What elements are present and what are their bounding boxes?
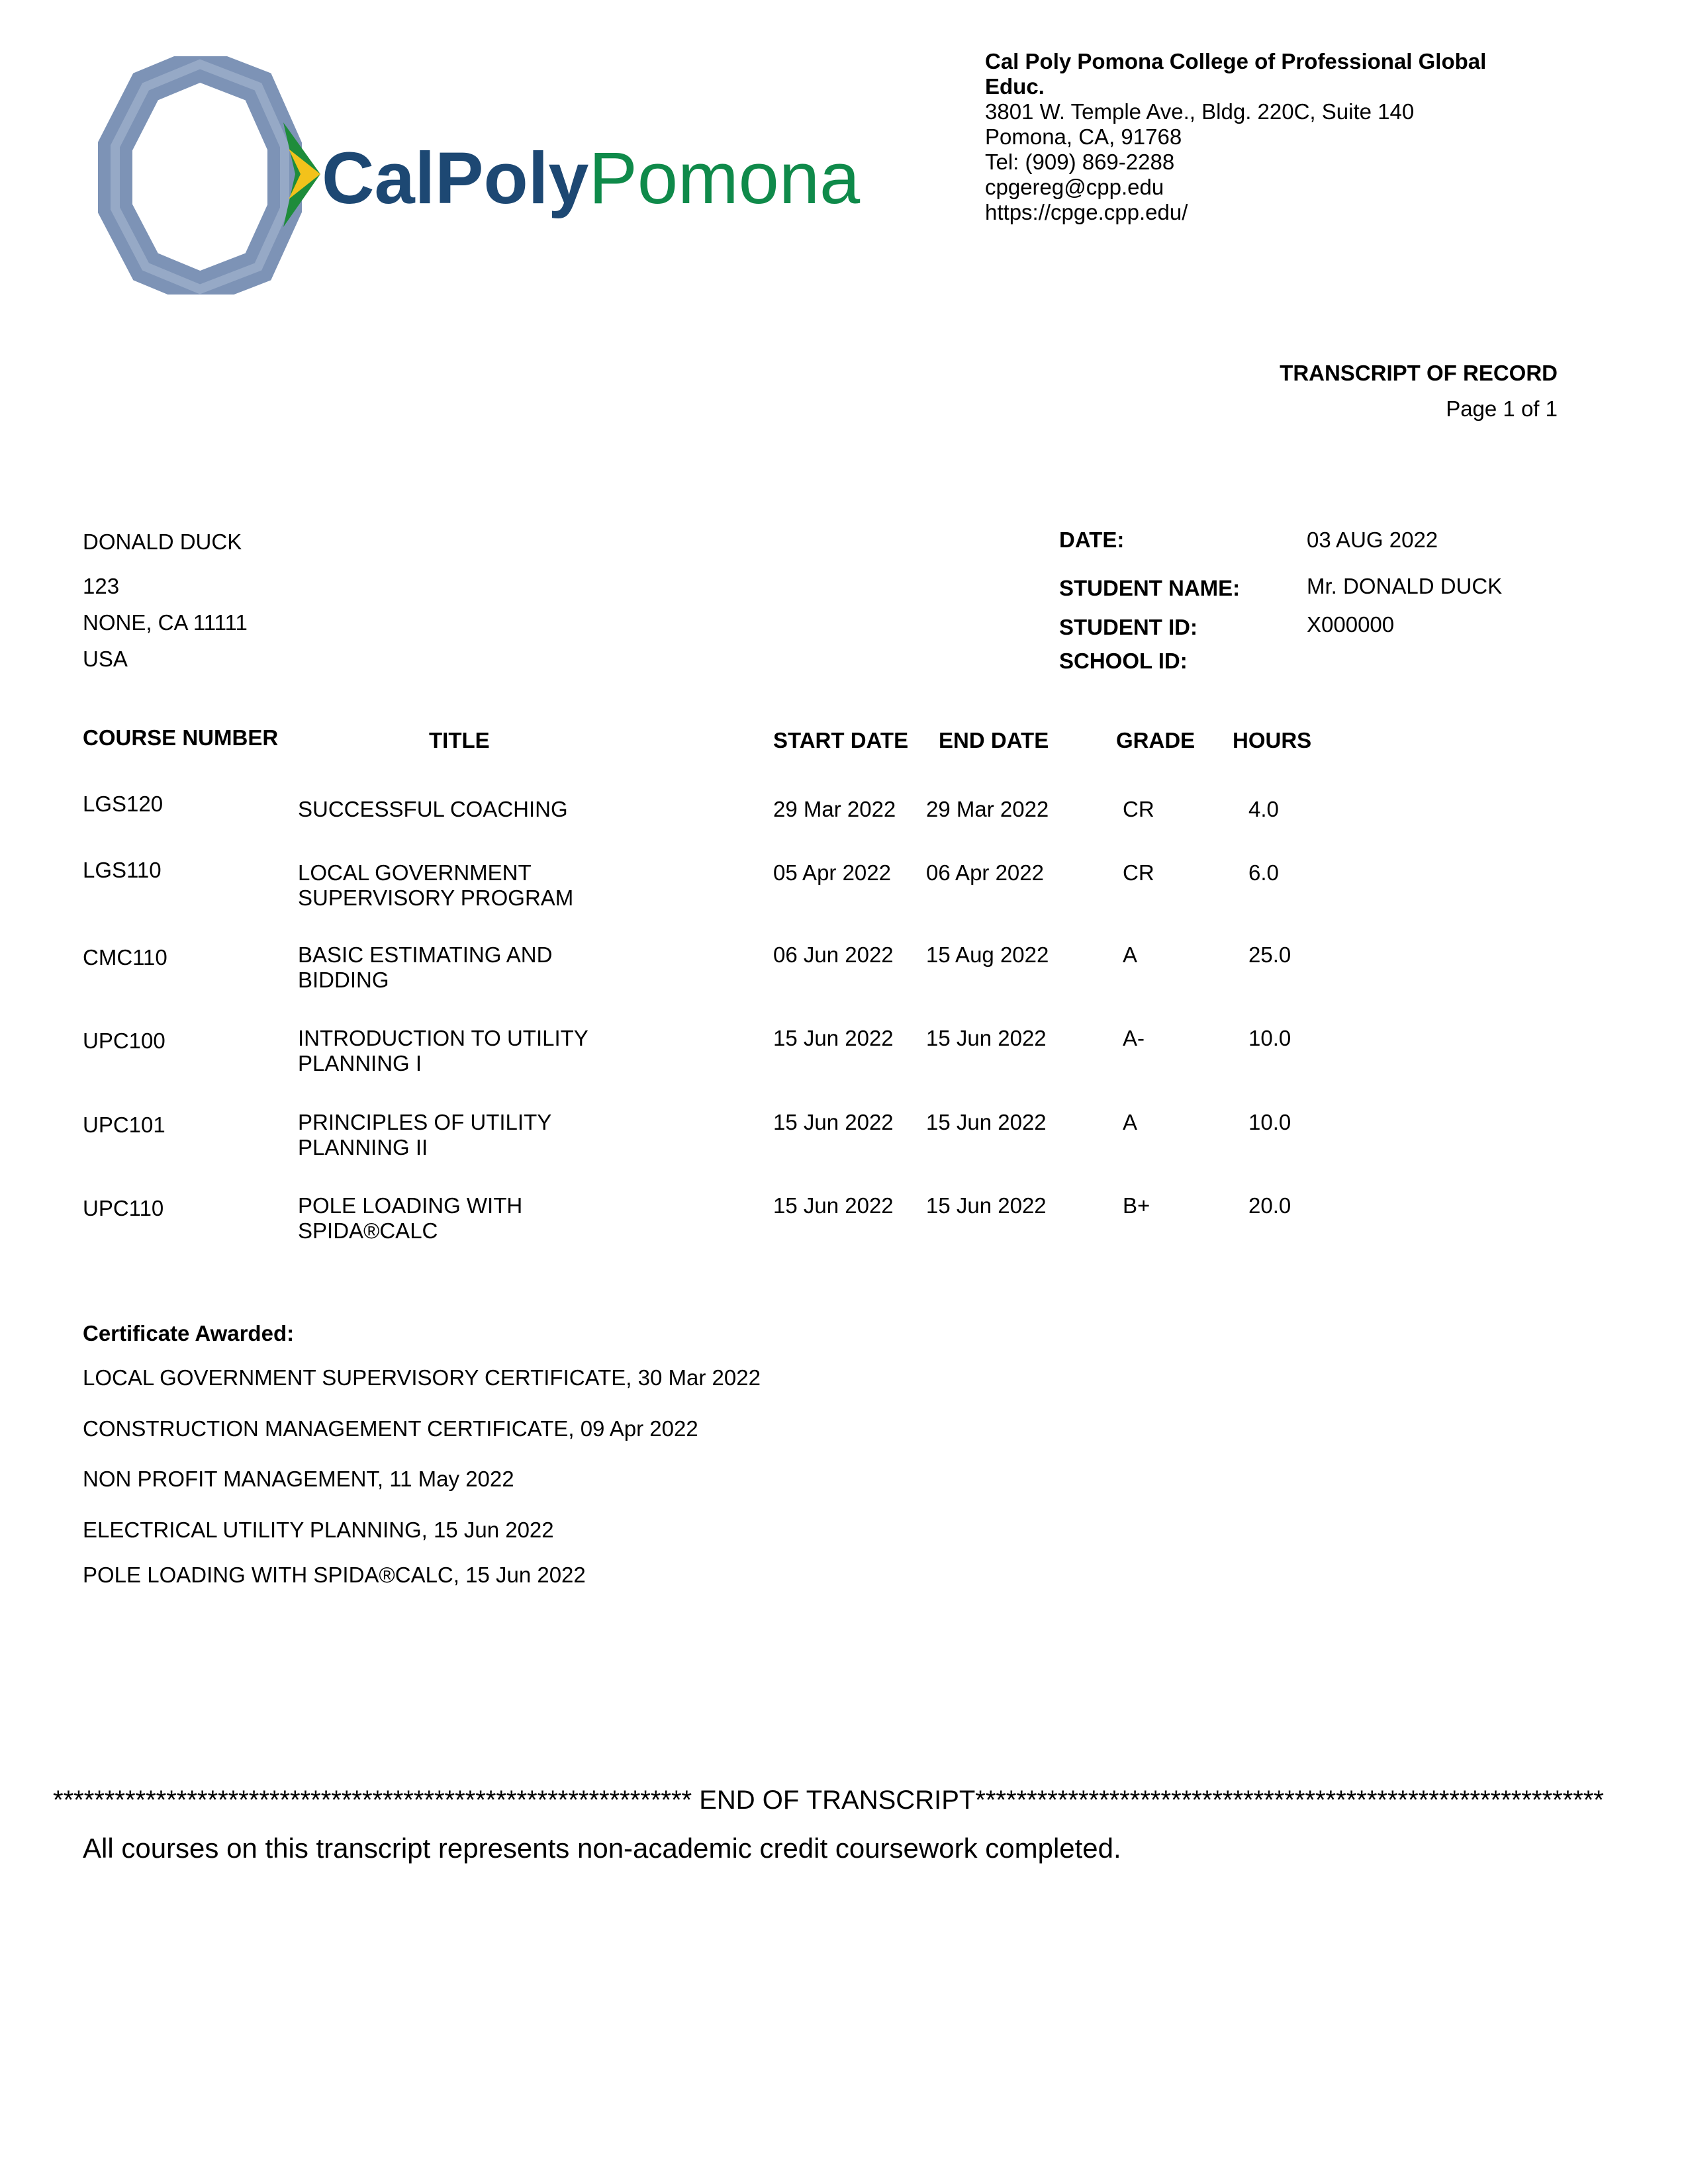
transcript-footnote: All courses on this transcript represents non-academic credit coursework completed. (83, 1833, 1121, 1864)
certificate-item: LOCAL GOVERNMENT SUPERVISORY CERTIFICATE, 30 Mar 2022 (83, 1365, 761, 1390)
logo-text-pomona: Pomona (588, 138, 861, 219)
header-hours: HOURS (1233, 728, 1312, 752)
course-start-date: 15 Jun 2022 (773, 1110, 894, 1134)
header-title: TITLE (429, 728, 490, 752)
course-end-date: 15 Aug 2022 (926, 942, 1049, 967)
course-end-date: 15 Jun 2022 (926, 1026, 1047, 1050)
mailing-line1: 123 (83, 574, 120, 598)
course-title-line2: PLANNING II (298, 1135, 428, 1160)
table-row (0, 942, 1688, 1022)
org-city: Pomona, CA, 91768 (985, 124, 1182, 149)
course-hours: 10.0 (1248, 1110, 1291, 1134)
course-title-line2: BIDDING (298, 968, 389, 992)
org-email: cpgereg@cpp.edu (985, 175, 1164, 199)
course-start-date: 05 Apr 2022 (773, 860, 891, 885)
org-address-block (985, 49, 1515, 225)
svg-text:CalPolyPomona (322, 138, 861, 219)
course-title-line1: INTRODUCTION TO UTILITY (298, 1026, 588, 1050)
course-grade: A- (1123, 1026, 1145, 1050)
mailing-name: DONALD DUCK (83, 529, 242, 554)
school-id-label: SCHOOL ID: (1059, 649, 1188, 673)
course-number: LGS120 (83, 792, 164, 816)
course-start-date: 15 Jun 2022 (773, 1026, 894, 1050)
course-end-date: 29 Mar 2022 (926, 797, 1049, 821)
course-number: UPC100 (83, 1028, 165, 1053)
student-name-value: Mr. DONALD DUCK (1307, 574, 1503, 598)
course-hours: 10.0 (1248, 1026, 1291, 1050)
certificates-heading: Certificate Awarded: (83, 1321, 295, 1345)
table-row (0, 858, 1688, 937)
course-number: UPC101 (83, 1113, 165, 1137)
course-number: LGS110 (83, 858, 162, 882)
course-grade: CR (1123, 860, 1154, 885)
course-end-date: 06 Apr 2022 (926, 860, 1044, 885)
header-grade: GRADE (1116, 728, 1196, 752)
mailing-country: USA (83, 647, 128, 671)
course-title-line1: POLE LOADING WITH (298, 1193, 523, 1218)
date-label: DATE: (1059, 527, 1125, 552)
course-end-date: 15 Jun 2022 (926, 1110, 1047, 1134)
header-end-date: END DATE (939, 728, 1049, 752)
student-name-label: STUDENT NAME: (1059, 576, 1241, 600)
course-title-line1: BASIC ESTIMATING AND (298, 942, 553, 967)
course-grade: A (1123, 1110, 1138, 1134)
course-grade: A (1123, 942, 1138, 967)
course-number: UPC110 (83, 1196, 164, 1220)
octagon-ring-icon (115, 64, 320, 289)
course-title-line2: PLANNING I (298, 1051, 422, 1075)
table-row (0, 1193, 1688, 1273)
course-title-line1: PRINCIPLES OF UTILITY (298, 1110, 552, 1134)
page-indicator: Page 1 of 1 (1446, 396, 1558, 421)
course-end-date: 15 Jun 2022 (926, 1193, 1047, 1218)
certificate-item: CONSTRUCTION MANAGEMENT CERTIFICATE, 09 Apr 2022 (83, 1416, 698, 1441)
org-street: 3801 W. Temple Ave., Bldg. 220C, Suite 140 (985, 99, 1415, 124)
cal-poly-pomona-logo (85, 56, 872, 295)
course-hours: 4.0 (1248, 797, 1279, 821)
org-url: https://cpge.cpp.edu/ (985, 200, 1188, 224)
course-number: CMC110 (83, 945, 167, 970)
org-tel: Tel: (909) 869-2288 (985, 150, 1175, 174)
course-title-line2: SUPERVISORY PROGRAM (298, 886, 574, 910)
course-grade: B+ (1123, 1193, 1150, 1218)
logo-text-calpoly: CalPoly (322, 138, 589, 219)
table-row (0, 1110, 1688, 1189)
course-hours: 6.0 (1248, 860, 1279, 885)
date-value: 03 AUG 2022 (1307, 527, 1438, 552)
org-name-line1: Cal Poly Pomona College of Professional Global (985, 49, 1487, 73)
course-hours: 25.0 (1248, 942, 1291, 967)
course-title-line1: SUCCESSFUL COACHING (298, 797, 568, 821)
certificate-item: NON PROFIT MANAGEMENT, 11 May 2022 (83, 1467, 514, 1491)
header-course-number: COURSE NUMBER (83, 725, 279, 750)
course-hours: 20.0 (1248, 1193, 1291, 1218)
table-row (0, 1026, 1688, 1105)
course-grade: CR (1123, 797, 1154, 821)
course-start-date: 06 Jun 2022 (773, 942, 894, 967)
end-of-transcript-line: ************************************************************** END OF TRANSCRIPT************************************************************* (53, 1786, 1604, 1815)
certificate-item: ELECTRICAL UTILITY PLANNING, 15 Jun 2022 (83, 1518, 554, 1542)
header-start-date: START DATE (773, 728, 909, 752)
course-start-date: 15 Jun 2022 (773, 1193, 894, 1218)
course-title-line2: SPIDA®CALC (298, 1218, 438, 1243)
mailing-line2: NONE, CA 11111 (83, 610, 248, 635)
student-id-value: X000000 (1307, 612, 1395, 637)
course-title-line1: LOCAL GOVERNMENT (298, 860, 532, 885)
student-id-label: STUDENT ID: (1059, 615, 1197, 639)
course-start-date: 29 Mar 2022 (773, 797, 896, 821)
document-title: TRANSCRIPT OF RECORD (1280, 361, 1558, 385)
certificate-item: POLE LOADING WITH SPIDA®CALC, 15 Jun 2022 (83, 1563, 586, 1587)
org-name-line2: Educ. (985, 74, 1045, 99)
